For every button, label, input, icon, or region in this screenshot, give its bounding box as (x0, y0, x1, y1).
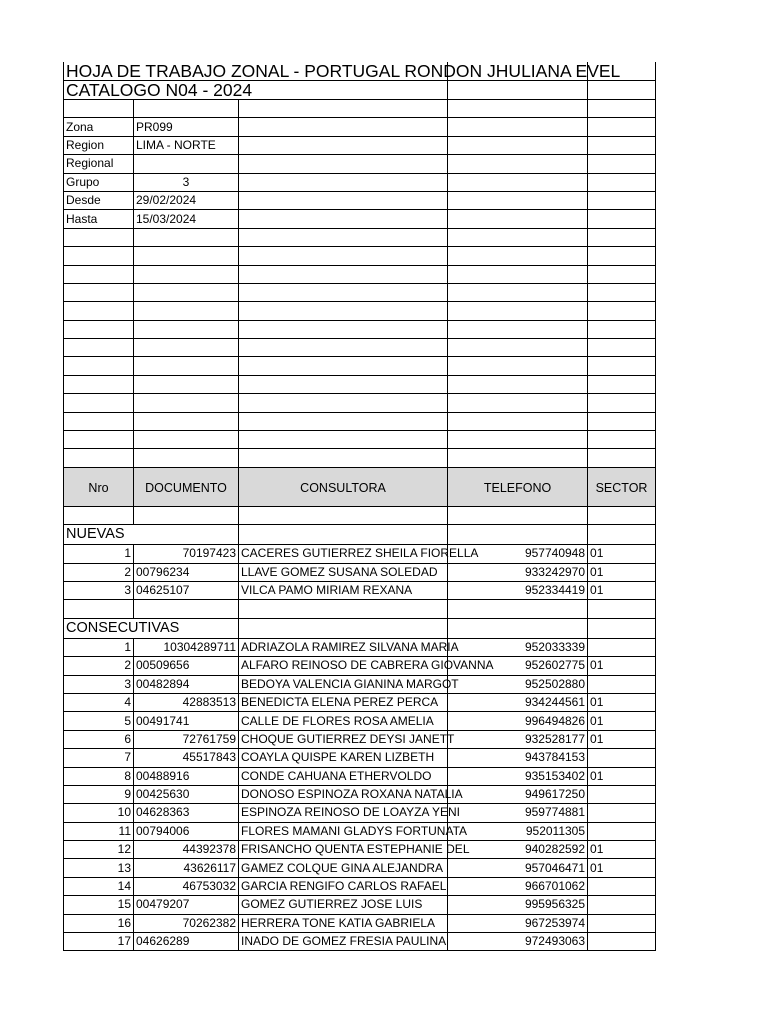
consultant-name-cell: CONDE CAHUANA ETHERVOLDO (239, 767, 448, 785)
empty-cell (239, 302, 448, 320)
blank-row (64, 431, 656, 449)
empty-cell (588, 449, 656, 467)
empty-cell (588, 302, 656, 320)
blank-row (64, 339, 656, 357)
empty-cell (239, 100, 448, 118)
nro-cell: 10 (64, 804, 134, 822)
document-cell: 04625107 (134, 581, 239, 599)
sector-cell (588, 822, 656, 840)
empty-cell (448, 618, 588, 638)
empty-cell (448, 100, 588, 118)
blank-row (64, 600, 656, 618)
column-header-nro: Nro (64, 467, 134, 506)
phone-cell: 972493063 (448, 933, 588, 951)
empty-cell (448, 357, 588, 375)
empty-cell (239, 449, 448, 467)
phone-cell: 952033339 (448, 638, 588, 656)
table-row (64, 657, 656, 675)
consultant-name-cell: CACERES GUTIERREZ SHEILA FIORELLA (239, 545, 448, 563)
info-row (64, 173, 656, 191)
empty-cell (134, 375, 239, 393)
sector-cell: 01 (588, 657, 656, 675)
phone-cell: 957740948 (448, 545, 588, 563)
empty-cell (448, 191, 588, 209)
document-cell: 00794006 (134, 822, 239, 840)
nro-cell: 12 (64, 841, 134, 859)
nro-cell: 1 (64, 545, 134, 563)
empty-cell (64, 339, 134, 357)
empty-cell (239, 191, 448, 209)
sector-cell (588, 896, 656, 914)
phone-cell: 957046471 (448, 859, 588, 877)
phone-cell: 949617250 (448, 785, 588, 803)
phone-cell: 952334419 (448, 581, 588, 599)
empty-cell (64, 283, 134, 301)
blank-row (64, 375, 656, 393)
table-row (64, 914, 656, 932)
empty-cell (239, 339, 448, 357)
empty-cell (239, 525, 448, 545)
sector-cell (588, 914, 656, 932)
nro-cell: 7 (64, 749, 134, 767)
nro-cell: 6 (64, 730, 134, 748)
empty-cell (448, 173, 588, 191)
column-header-telefono: TELEFONO (448, 467, 588, 506)
info-row (64, 191, 656, 209)
empty-cell (134, 100, 239, 118)
empty-cell (64, 600, 134, 618)
consultant-name-cell: CHOQUE GUTIERREZ DEYSI JANETT (239, 730, 448, 748)
empty-cell (64, 357, 134, 375)
info-value: 3 (134, 173, 239, 191)
document-cell: 43626117 (134, 859, 239, 877)
column-header-consultora: CONSULTORA (239, 467, 448, 506)
nro-cell: 11 (64, 822, 134, 840)
nro-cell: 2 (64, 563, 134, 581)
empty-cell (134, 506, 239, 524)
title-row (64, 62, 656, 81)
empty-cell (448, 412, 588, 430)
empty-cell (588, 431, 656, 449)
blank-row (64, 412, 656, 430)
empty-cell (588, 118, 656, 136)
worksheet-table (63, 62, 656, 951)
sector-cell: 01 (588, 693, 656, 711)
sector-cell (588, 877, 656, 895)
section-row-consecutivas (64, 618, 656, 638)
sector-cell: 01 (588, 581, 656, 599)
info-label: Regional (64, 155, 134, 173)
info-value: 15/03/2024 (134, 210, 239, 228)
blank-row (64, 394, 656, 412)
nro-cell: 14 (64, 877, 134, 895)
nro-cell: 13 (64, 859, 134, 877)
info-label: Grupo (64, 173, 134, 191)
empty-cell (64, 100, 134, 118)
empty-cell (239, 600, 448, 618)
empty-cell (448, 600, 588, 618)
catalog-cell (64, 81, 448, 100)
info-row (64, 118, 656, 136)
empty-cell (588, 136, 656, 154)
empty-cell (239, 506, 448, 524)
empty-cell (64, 320, 134, 338)
empty-cell (134, 228, 239, 246)
blank-row (64, 247, 656, 265)
empty-cell (588, 375, 656, 393)
table-row (64, 675, 656, 693)
consultant-name-cell: LLAVE GOMEZ SUSANA SOLEDAD (239, 563, 448, 581)
document-cell: 42883513 (134, 693, 239, 711)
consultant-name-cell: VILCA PAMO MIRIAM REXANA (239, 581, 448, 599)
worksheet (63, 62, 656, 951)
empty-cell (588, 412, 656, 430)
table-row (64, 804, 656, 822)
blank-row (64, 228, 656, 246)
document-cell: 00509656 (134, 657, 239, 675)
empty-cell (588, 525, 656, 545)
empty-cell (588, 173, 656, 191)
blank-row (64, 302, 656, 320)
document-cell: 44392378 (134, 841, 239, 859)
blank-row (64, 265, 656, 283)
table-row (64, 749, 656, 767)
empty-cell (134, 283, 239, 301)
consultant-name-cell: DONOSO ESPINOZA ROXANA NATALIA (239, 785, 448, 803)
table-row (64, 767, 656, 785)
document-cell: 70262382 (134, 914, 239, 932)
table-row (64, 841, 656, 859)
phone-cell: 943784153 (448, 749, 588, 767)
empty-cell (588, 247, 656, 265)
sector-cell (588, 675, 656, 693)
document-cell: 04628363 (134, 804, 239, 822)
info-row (64, 210, 656, 228)
blank-row (64, 357, 656, 375)
phone-cell: 952502880 (448, 675, 588, 693)
info-label: Region (64, 136, 134, 154)
empty-cell (448, 449, 588, 467)
sector-cell (588, 804, 656, 822)
phone-cell: 996494826 (448, 712, 588, 730)
table-row (64, 581, 656, 599)
empty-cell (239, 247, 448, 265)
info-label: Hasta (64, 210, 134, 228)
empty-cell (588, 283, 656, 301)
empty-cell (134, 357, 239, 375)
consultant-name-cell: FRISANCHO QUENTA ESTEPHANIE DEL (239, 841, 448, 859)
empty-cell (588, 191, 656, 209)
empty-cell (64, 247, 134, 265)
empty-cell (239, 136, 448, 154)
table-row (64, 896, 656, 914)
sector-cell: 01 (588, 841, 656, 859)
document-cell: 00491741 (134, 712, 239, 730)
document-cell: 10304289711 (134, 638, 239, 656)
empty-cell (448, 118, 588, 136)
empty-cell (588, 155, 656, 173)
empty-cell (134, 431, 239, 449)
column-header-row (64, 467, 656, 506)
empty-cell (239, 228, 448, 246)
table-row (64, 545, 656, 563)
phone-cell: 966701062 (448, 877, 588, 895)
nro-cell: 1 (64, 638, 134, 656)
empty-cell (588, 600, 656, 618)
nro-cell: 8 (64, 767, 134, 785)
document-cell: 04626289 (134, 933, 239, 951)
empty-cell (134, 600, 239, 618)
phone-cell: 959774881 (448, 804, 588, 822)
nro-cell: 2 (64, 657, 134, 675)
empty-cell (134, 412, 239, 430)
table-row (64, 693, 656, 711)
empty-cell (64, 228, 134, 246)
title-cell (64, 61, 621, 81)
document-cell: 00482894 (134, 675, 239, 693)
empty-cell (448, 283, 588, 301)
empty-cell (239, 431, 448, 449)
consultant-name-cell: ADRIAZOLA RAMIREZ SILVANA MARIA (239, 638, 448, 656)
phone-cell: 932528177 (448, 730, 588, 748)
sector-cell: 01 (588, 545, 656, 563)
table-row (64, 712, 656, 730)
empty-cell (448, 506, 588, 524)
info-value: PR099 (134, 118, 239, 136)
info-value: 29/02/2024 (134, 191, 239, 209)
sector-cell: 01 (588, 767, 656, 785)
sector-cell (588, 749, 656, 767)
empty-cell (588, 228, 656, 246)
table-row (64, 859, 656, 877)
empty-cell (64, 394, 134, 412)
table-row (64, 638, 656, 656)
sector-cell (588, 638, 656, 656)
blank-row (64, 449, 656, 467)
empty-cell (448, 320, 588, 338)
empty-cell (134, 265, 239, 283)
empty-cell (239, 118, 448, 136)
phone-cell: 934244561 (448, 693, 588, 711)
document-cell: 45517843 (134, 749, 239, 767)
consultant-name-cell: HERRERA TONE KATIA GABRIELA (239, 914, 448, 932)
empty-cell (448, 375, 588, 393)
phone-cell: 995956325 (448, 896, 588, 914)
empty-cell (448, 339, 588, 357)
catalog-row (64, 81, 656, 100)
empty-cell (448, 302, 588, 320)
empty-cell (64, 375, 134, 393)
consultant-name-cell: ALFARO REINOSO DE CABRERA GIOVANNA (239, 657, 448, 675)
table-row (64, 730, 656, 748)
empty-cell (588, 265, 656, 283)
nro-cell: 3 (64, 675, 134, 693)
consultant-name-cell: GARCIA RENGIFO CARLOS RAFAEL (239, 877, 448, 895)
empty-cell (588, 357, 656, 375)
nro-cell: 16 (64, 914, 134, 932)
empty-cell (448, 210, 588, 228)
document-cell: 46753032 (134, 877, 239, 895)
empty-cell (134, 339, 239, 357)
empty-cell (64, 506, 134, 524)
empty-cell (588, 394, 656, 412)
empty-cell (588, 339, 656, 357)
empty-cell (588, 100, 656, 118)
sector-cell (588, 785, 656, 803)
document-cell: 00425630 (134, 785, 239, 803)
empty-cell (588, 210, 656, 228)
nro-cell: 4 (64, 693, 134, 711)
phone-cell: 933242970 (448, 563, 588, 581)
phone-cell: 967253974 (448, 914, 588, 932)
empty-cell (448, 394, 588, 412)
empty-cell (239, 210, 448, 228)
empty-cell (448, 136, 588, 154)
table-row (64, 822, 656, 840)
empty-cell (448, 228, 588, 246)
sheet-title: HOJA DE TRABAJO ZONAL - PORTUGAL RONDON JHULIANA EVEL (66, 61, 621, 81)
column-header-sector: SECTOR (588, 467, 656, 506)
empty-cell (239, 412, 448, 430)
consultant-name-cell: GAMEZ COLQUE GINA ALEJANDRA (239, 859, 448, 877)
empty-cell (64, 265, 134, 283)
consultant-name-cell: BENEDICTA ELENA PEREZ PERCA (239, 693, 448, 711)
empty-cell (239, 320, 448, 338)
info-value: LIMA - NORTE (134, 136, 239, 154)
phone-cell: 940282592 (448, 841, 588, 859)
info-row (64, 155, 656, 173)
empty-cell (239, 283, 448, 301)
document-cell: 70197423 (134, 545, 239, 563)
blank-row (64, 100, 656, 118)
empty-cell (134, 302, 239, 320)
table-row (64, 563, 656, 581)
document-cell: 00796234 (134, 563, 239, 581)
empty-cell (134, 449, 239, 467)
consultant-name-cell: CALLE DE FLORES ROSA AMELIA (239, 712, 448, 730)
empty-cell (588, 506, 656, 524)
empty-cell (239, 173, 448, 191)
empty-cell (134, 394, 239, 412)
empty-cell (239, 375, 448, 393)
nro-cell: 5 (64, 712, 134, 730)
phone-cell: 952602775 (448, 657, 588, 675)
empty-cell (134, 320, 239, 338)
table-row (64, 933, 656, 951)
nro-cell: 3 (64, 581, 134, 599)
document-cell: 00479207 (134, 896, 239, 914)
sector-cell: 01 (588, 730, 656, 748)
empty-cell (448, 525, 588, 545)
consultant-name-cell: GOMEZ GUTIERREZ JOSE LUIS (239, 896, 448, 914)
empty-cell (448, 155, 588, 173)
blank-row (64, 320, 656, 338)
empty-cell (239, 394, 448, 412)
sector-cell: 01 (588, 859, 656, 877)
empty-cell (64, 431, 134, 449)
document-cell: 00488916 (134, 767, 239, 785)
empty-cell (64, 302, 134, 320)
empty-cell (239, 618, 448, 638)
empty-cell (448, 247, 588, 265)
empty-cell (239, 265, 448, 283)
info-label: Desde (64, 191, 134, 209)
document-cell: 72761759 (134, 730, 239, 748)
section-row-nuevas (64, 525, 656, 545)
info-label: Zona (64, 118, 134, 136)
catalog-title: CATALOGO N04 - 2024 (66, 80, 253, 100)
empty-cell (448, 431, 588, 449)
info-value (134, 155, 239, 173)
empty-cell (448, 265, 588, 283)
nro-cell: 15 (64, 896, 134, 914)
empty-cell (239, 155, 448, 173)
section-title-consecutivas: CONSECUTIVAS (64, 618, 239, 638)
section-title-nuevas: NUEVAS (64, 525, 239, 545)
table-row (64, 877, 656, 895)
consultant-name-cell: FLORES MAMANI GLADYS FORTUNATA (239, 822, 448, 840)
blank-row (64, 283, 656, 301)
phone-cell: 935153402 (448, 767, 588, 785)
blank-row (64, 506, 656, 524)
sector-cell: 01 (588, 563, 656, 581)
consultant-name-cell: ESPINOZA REINOSO DE LOAYZA YENI (239, 804, 448, 822)
info-row (64, 136, 656, 154)
consultant-name-cell: INADO DE GOMEZ FRESIA PAULINA (239, 933, 448, 951)
phone-cell: 952011305 (448, 822, 588, 840)
empty-cell (134, 247, 239, 265)
empty-cell (64, 449, 134, 467)
consultant-name-cell: BEDOYA VALENCIA GIANINA MARGOT (239, 675, 448, 693)
column-header-documento: DOCUMENTO (134, 467, 239, 506)
nro-cell: 9 (64, 785, 134, 803)
sector-cell: 01 (588, 712, 656, 730)
empty-cell (588, 618, 656, 638)
sector-cell (588, 933, 656, 951)
nro-cell: 17 (64, 933, 134, 951)
consultant-name-cell: COAYLA QUISPE KAREN LIZBETH (239, 749, 448, 767)
empty-cell (588, 320, 656, 338)
table-row (64, 785, 656, 803)
empty-cell (239, 357, 448, 375)
empty-cell (64, 412, 134, 430)
